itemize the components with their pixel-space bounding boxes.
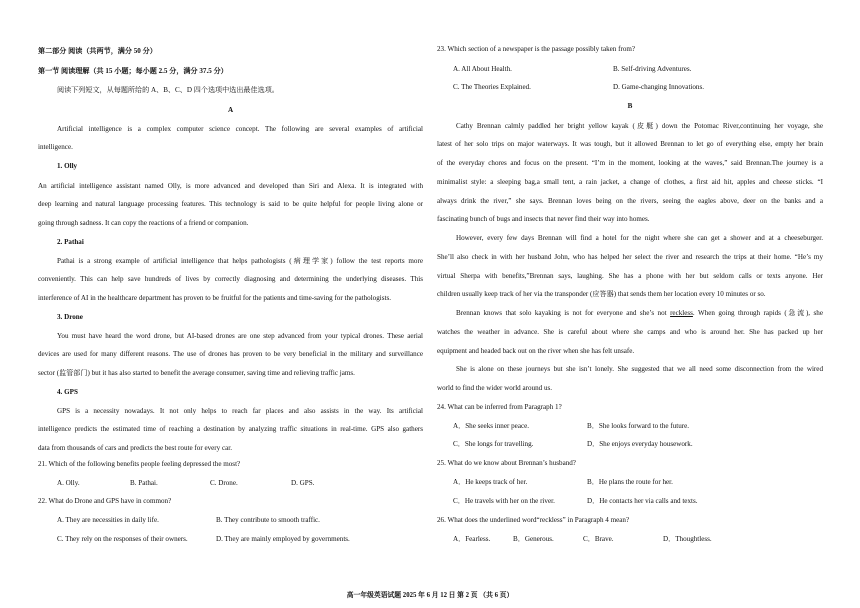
q25-option-d: D．He contacts her via calls and texts. [587, 497, 698, 505]
passage-a-label: A [227, 106, 234, 114]
olly-line: An artificial intelligence assistant named Olly, is more advanced and developed than Siri and Alexa. It is integrated with [38, 182, 423, 190]
q22-option-b: B. They contribute to smooth traffic. [216, 516, 320, 524]
q22-option-c: C. They rely on the responses of their owners. [57, 535, 188, 543]
heading-gps: 4. GPS [57, 388, 78, 396]
question-25: 25. What do we know about Brennan’s husband? [437, 459, 576, 467]
q23-option-c: C. The Theories Explained. [453, 83, 531, 91]
intro-line: intelligence. [38, 143, 73, 151]
question-26: 26. What does the underlined word“reckless” in Paragraph 4 mean? [437, 516, 630, 524]
part-heading: 第二部分 阅读（共两节，满分 50 分） [38, 47, 157, 55]
heading-drone: 3. Drone [57, 313, 83, 321]
q24-option-d: D．She enjoys everyday housework. [587, 440, 693, 448]
q24-option-a: A．She seeks inner peace. [453, 422, 530, 430]
question-21: 21. Which of the following benefits people feeling depressed the most? [38, 460, 241, 468]
b-para1-line: minimalist style: a sleeping bag,a small tent, a rain jacket, a change of clothes, a first aid hit, apples and cheese sticks. “I [437, 178, 823, 186]
b-para1-line: of the everyday chores and focus on the present. “I’m in the moment, looking at the waves,” said Brennan.The journey is a [437, 159, 823, 167]
b-para3-post: . When going through rapids (急流), she [692, 309, 823, 317]
q23-option-a: A. All About Health. [453, 65, 512, 73]
question-24: 24. What can be inferred from Paragraph 1? [437, 403, 562, 411]
b-para3-line: equipment and headed back out on the river when she has felt unsafe. [437, 347, 635, 355]
pathai-line: conveniently. This can help save hundreds of lives by correctly diagnosing and determining the underlying diseases. This [38, 275, 423, 283]
b-para3-line [437, 309, 823, 318]
q21-option-a: A. Olly. [57, 479, 80, 487]
q24-option-b: B．She looks forward to the future. [587, 422, 690, 430]
olly-line: deep learning and natural language processing features. This technology is said to be quite helpful for people living alone or [38, 200, 423, 208]
section-heading: 第一节 阅读理解（共 15 小题；每小题 2.5 分，满分 37.5 分） [38, 67, 228, 75]
q24-option-c: C．She longs for travelling. [453, 440, 534, 448]
b-para1-line: latest of her solo trips on major waterways. It was tough, but it allowed Brennan to let go of everything else, empty her brain [437, 140, 823, 148]
b-para2-line: However, every few days Brennan will find a hotel for the night where she can get a shower and at a cheeseburger. [456, 234, 823, 242]
pathai-line: Pathai is a strong example of artificial intelligence that helps pathologists (病理学家) follow the test reports more [57, 257, 423, 265]
gps-line: GPS is a necessity nowadays. It not only helps to reach far places and also assists in the way. Its artificial [57, 407, 423, 415]
b-para3-line: watches the weather in advance. She is careful about where she camps and who is around her. She has packed up her [437, 328, 823, 336]
b-para1-line: Cathy Brennan calmly paddled her bright yellow kayak (皮艇) down the Potomac River,continuing her voyage, she [456, 122, 823, 130]
drone-line: devices are used for many different reasons. The use of drones has proven to be very beneficial in the military and surveillance [38, 350, 423, 358]
drone-line: sector (监管部门) but it has also started to benefit the average consumer, saving time and relieving traffic jams. [38, 369, 355, 377]
q25-option-a: A．He keeps track of her. [453, 478, 528, 486]
b-para2-line: virtual Sherpa with benefits,”Brennan says, laughing. She has a phone with her but seldom calls or texts anyone. Her [437, 272, 823, 280]
question-22: 22. What do Drone and GPS have in common? [38, 497, 172, 505]
intro-line: Artificial intelligence is a complex computer science concept. The following are several examples of artificial [57, 125, 423, 133]
b-para1-line: always drink the river,” she says. Brennan loves being on the rivers, seeing the eagles above, deer on the banks and a [437, 197, 823, 205]
q26-option-c: C．Brave. [583, 535, 614, 543]
heading-pathai: 2. Pathai [57, 238, 84, 246]
pathai-line: interference of AI in the healthcare department has proven to be fruitful for the patients and time-saving for the pathologists. [38, 294, 391, 302]
q25-option-b: B．He plans the route for her. [587, 478, 673, 486]
q26-option-a: A．Fearless. [453, 535, 491, 543]
b-para4-line: world to find the wider world around us. [437, 384, 553, 392]
gps-line: data from thousands of cars and predicts the best route for every car. [38, 444, 233, 452]
passage-b-label: B [627, 102, 633, 110]
b-para2-line: children usually keep track of her via the transponder (应答器) that sends them her location every 10 minutes or so. [437, 290, 766, 298]
question-23: 23. Which section of a newspaper is the passage possibly taken from? [437, 45, 636, 53]
b-para2-line: She’ll also check in with her husband John, who has helped her select the river and research the trips at their home. “He’s my [437, 253, 823, 261]
q22-option-a: A. They are necessities in daily life. [57, 516, 159, 524]
olly-line: going through sadness. It can copy the reactions of a friend or companion. [38, 219, 249, 227]
q21-option-d: D. GPS. [291, 479, 315, 487]
b-para3-pre: Brennan knows that solo kayaking is not for everyone and she’s not [456, 309, 671, 317]
drone-line: You must have heard the word drone, but AI-based drones are one step advanced from your typical drones. These aerial [57, 332, 423, 340]
q26-option-d: D．Thoughtless. [663, 535, 712, 543]
q22-option-d: D. They are mainly employed by governments. [216, 535, 350, 543]
b-para1-line: fascinating bunch of bugs and insects that never find their way into homes. [437, 215, 650, 223]
gps-line: intelligence predicts the estimated time of reaching a destination by analyzing traffic situations in real-time. GPS also gathers [38, 425, 423, 433]
heading-olly: 1. Olly [57, 162, 78, 170]
b-para4-line: She is alone on these journeys but she isn’t lonely. She suggested that we all need some disconnection from the wired [456, 365, 823, 373]
q25-option-c: C．He travels with her on the river. [453, 497, 555, 505]
underlined-word-reckless: reckless [670, 309, 693, 317]
instruction: 阅读下列短文，从每题所给的 A、B、C、D 四个选项中选出最佳选项。 [57, 86, 279, 94]
q23-option-b: B. Self-driving Adventures. [613, 65, 692, 73]
q26-option-b: B．Generous. [513, 535, 554, 543]
q21-option-b: B. Pathai. [130, 479, 158, 487]
page-footer: 高一年级英语试题 2025 年 6 月 12 日 第 2 页 （共 6 页） [346, 592, 514, 599]
q21-option-c: C. Drone. [210, 479, 238, 487]
q23-option-d: D. Game-changing Innovations. [613, 83, 705, 91]
